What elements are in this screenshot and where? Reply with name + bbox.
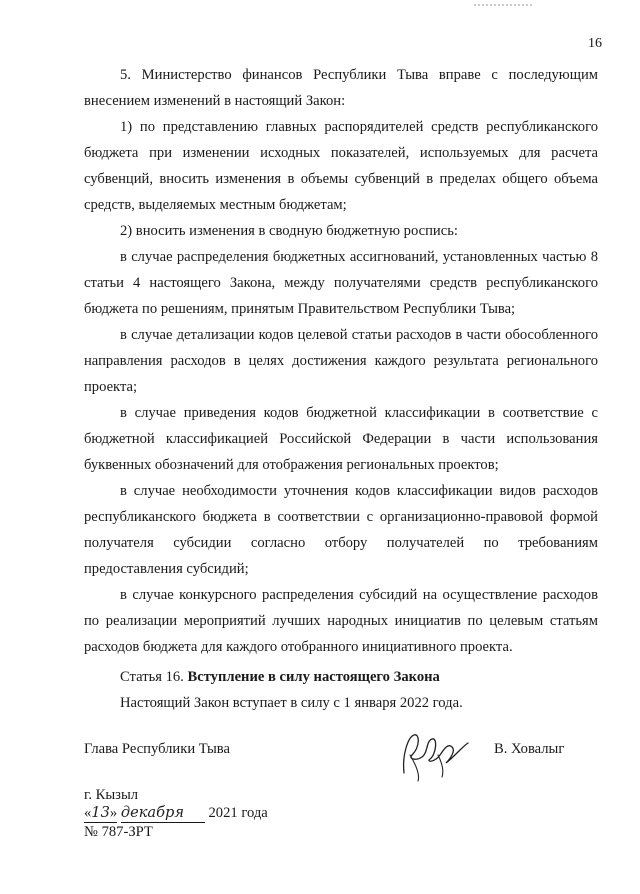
- signatory-position: Глава Республики Тыва: [84, 741, 230, 757]
- date-month: декабря: [120, 804, 185, 821]
- signing-place: г. Кызыл: [84, 787, 139, 803]
- paragraph-clause-5: 5. Министерство финансов Республики Тыва вправе с последующим внесением изменений в настоящий Закон:: [84, 67, 598, 109]
- paragraph-subclause-1: 1) по представлению главных распорядителей средств республиканского бюджета при изменении исходных показателей, используемых для расчета субвенций, вносить изменения в объемы субвенций в пределах общего объема средств, выделяемых местным бюджетам;: [84, 119, 598, 213]
- paragraph-case-clarification: в случае необходимости уточнения кодов классификации видов расходов республиканского бюджета в соответствии с организационно-правовой формой получателя субсидии согласно отбору получателей по требованиям предоставления субсидий;: [84, 483, 598, 577]
- date-day: 13: [91, 804, 110, 821]
- signing-date: [84, 804, 268, 823]
- date-month-field: [121, 804, 205, 823]
- paragraph-case-detailing: в случае детализации кодов целевой статьи расходов в части обособленного направления расходов в целях достижения каждого результата регионального проекта;: [84, 327, 598, 395]
- handwritten-signature: [398, 725, 470, 783]
- date-open-quote: «: [84, 805, 92, 821]
- paragraph-case-allocation: в случае распределения бюджетных ассигнований, установленных частью 8 статьи 4 настоящего Закона, между получателями средств республиканского бюджета по решениям, принятым Правительством Республики Тыва;: [84, 249, 598, 317]
- signatory-name: В. Ховалыг: [494, 741, 565, 757]
- article-text: Настоящий Закон вступает в силу с 1 января 2022 года.: [120, 695, 463, 711]
- law-number: № 787-ЗРТ: [84, 824, 153, 840]
- date-close-quote: »: [109, 805, 118, 821]
- article-16: [120, 664, 463, 716]
- top-scan-mark: [474, 4, 534, 6]
- paragraph-subclause-2: 2) вносить изменения в сводную бюджетную роспись:: [120, 223, 458, 239]
- page-number: 16: [588, 36, 602, 51]
- article-title: Вступление в силу настоящего Закона: [187, 669, 440, 685]
- document-body: [84, 62, 598, 660]
- date-day-field: [84, 804, 117, 823]
- paragraph-case-competition: в случае конкурсного распределения субсидий на осуществление расходов по реализации мероприятий лучших народных инициатив по целевым статьям расходов бюджета для каждого отобранного инициативного проекта.: [84, 587, 598, 655]
- paragraph-case-classification: в случае приведения кодов бюджетной классификации в соответствие с бюджетной классификацией Российской Федерации в части использования буквенных обозначений для отображения региональных проектов;: [84, 405, 598, 473]
- date-year: 2021 года: [208, 805, 268, 821]
- article-number: Статья 16.: [120, 669, 184, 685]
- signing-details: [84, 786, 268, 841]
- article-heading: [120, 664, 463, 690]
